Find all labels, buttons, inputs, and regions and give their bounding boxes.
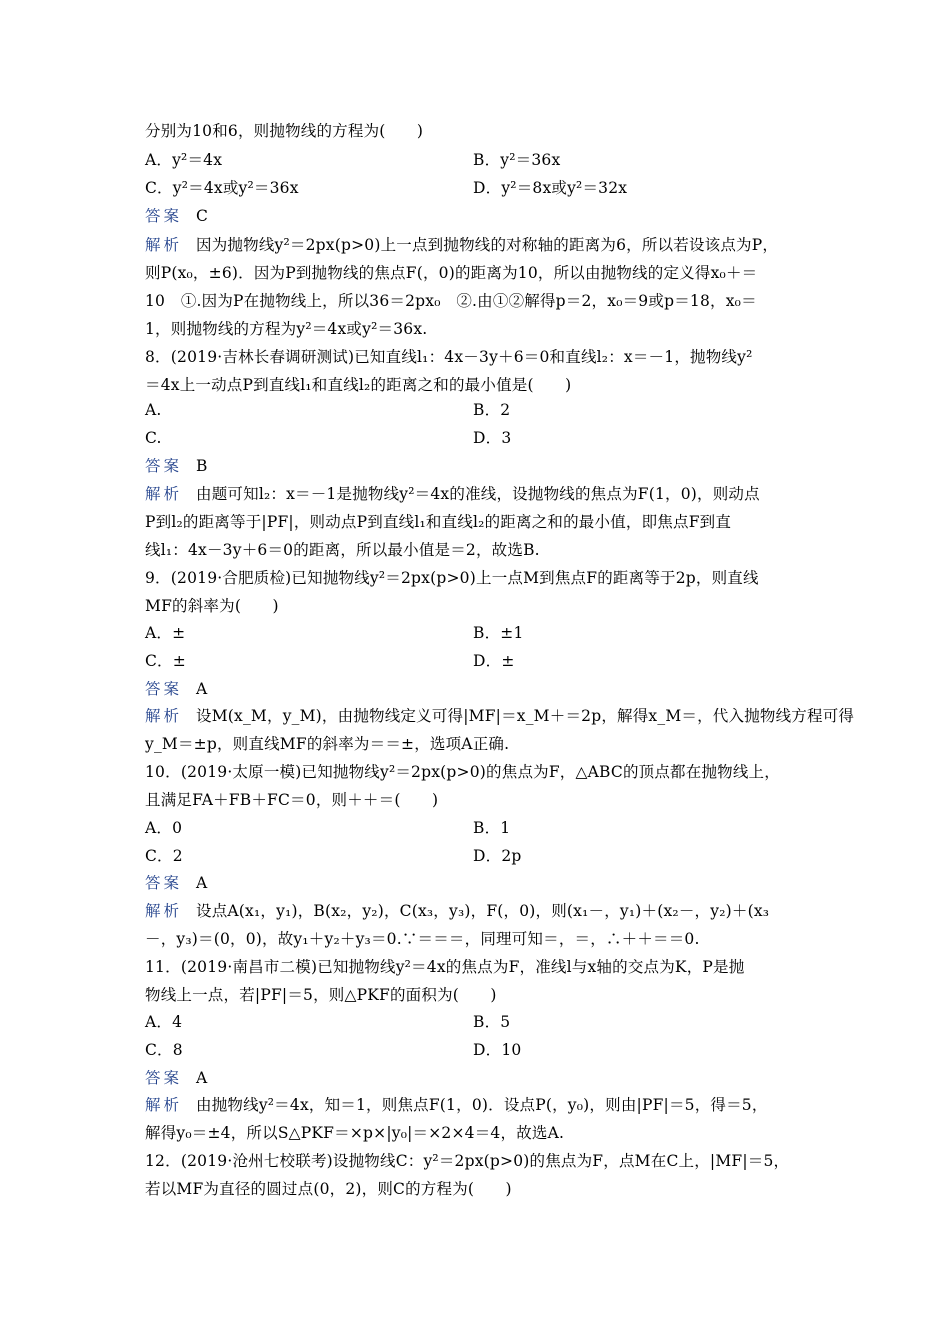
analysis-label: 解析 [145, 485, 183, 503]
answer-value: B [196, 457, 208, 475]
question-7-option-b: B．y²＝36x [473, 151, 561, 169]
analysis-text: 10 ①.因为P在抛物线上，所以36＝2px₀ ②.由①②解得p＝2，x₀＝9或p＝18，x₀＝ [145, 292, 757, 310]
question-10-option-a: A．0 [145, 819, 183, 837]
answer-value: A [196, 680, 208, 698]
analysis-text: P到l₂的距离等于|PF|，则动点P到直线l₁和直线l₂的距离之和的最小值，即焦点F到直 [145, 513, 732, 531]
question-9-option-a: A．± [145, 624, 186, 642]
answer-label: 答案 [145, 874, 183, 892]
question-10-option-d: D．2p [473, 847, 522, 865]
question-10-option-c: C．2 [145, 847, 183, 865]
analysis-text: 线l₁：4x－3y＋6＝0的距离，所以最小值是＝2，故选B. [145, 541, 540, 559]
analysis-text: 解得y₀＝±4，所以S△PKF＝×p×|y₀|＝×2×4＝4，故选A. [145, 1124, 565, 1142]
question-7-option-d: D．y²＝8x或y²＝32x [473, 179, 628, 197]
question-7-answer [145, 202, 208, 230]
question-8-stem: ＝4x上一动点P到直线l₁和直线l₂的距离之和的最小值是( ) [145, 376, 572, 394]
question-12-stem: 12．(2019·沧州七校联考)设抛物线C：y²＝2px(p>0)的焦点为F，点M在C上，|MF|＝5， [145, 1152, 790, 1170]
question-9-stem: 9．(2019·合肥质检)已知抛物线y²＝2px(p>0)上一点M到焦点F的距离等于2p，则直线 [145, 569, 759, 587]
question-8-stem: 8．(2019·吉林长春调研测试)已知直线l₁：4x－3y＋6＝0和直线l₂：x＝－1，抛物线y² [145, 348, 753, 366]
analysis-text: y_M＝±p，则直线MF的斜率为＝＝±，选项A正确. [145, 735, 510, 753]
analysis-label: 解析 [145, 1096, 183, 1114]
question-11-analysis [145, 1091, 768, 1119]
question-10-analysis [145, 897, 769, 925]
question-9-stem: MF的斜率为( ) [145, 597, 279, 615]
question-11-answer [145, 1064, 207, 1092]
answer-label: 答案 [145, 207, 183, 225]
question-8-analysis [145, 480, 760, 508]
analysis-text: 设M(x_M，y_M)，由抛物线定义可得|MF|＝x_M＋＝2p，解得x_M＝，代入抛物线方程可得 [196, 707, 855, 725]
question-8-answer [145, 452, 208, 480]
question-7-option-c: C．y²＝4x或y²＝36x [145, 179, 299, 197]
question-7-option-a: A．y²＝4x [145, 151, 223, 169]
answer-label: 答案 [145, 680, 183, 698]
question-11-option-d: D．10 [473, 1041, 522, 1059]
question-12-stem: 若以MF为直径的圆过点(0，2)，则C的方程为( ) [145, 1180, 512, 1198]
question-11-option-a: A．4 [145, 1013, 183, 1031]
question-11-stem: 11．(2019·南昌市二模)已知抛物线y²＝4x的焦点为F，准线l与x轴的交点为K，P是抛 [145, 958, 745, 976]
question-10-option-b: B．1 [473, 819, 511, 837]
analysis-text: 则P(x₀，±6)．因为P到抛物线的焦点F(，0)的距离为10，所以由抛物线的定义得x₀＋＝ [145, 264, 758, 282]
question-8-option-a: A. [145, 401, 162, 419]
question-10-stem: 10．(2019·太原一模)已知抛物线y²＝2px(p>0)的焦点为F，△ABC的顶点都在抛物线上， [145, 763, 780, 781]
question-9-option-c: C．± [145, 652, 186, 670]
analysis-text: 1，则抛物线的方程为y²＝4x或y²＝36x. [145, 320, 428, 338]
question-9-analysis [145, 702, 854, 730]
analysis-text: 因为抛物线y²＝2px(p>0)上一点到抛物线的对称轴的距离为6，所以若设该点为P， [196, 236, 779, 254]
analysis-label: 解析 [145, 707, 183, 725]
question-11-option-c: C．8 [145, 1041, 183, 1059]
question-7-analysis [145, 231, 778, 259]
analysis-label: 解析 [145, 902, 183, 920]
question-8-option-c: C. [145, 429, 162, 447]
analysis-text: －，y₃)＝(0，0)，故y₁＋y₂＋y₃＝0.∵＝＝＝，同理可知＝，＝，∴＋＋＝＝0. [145, 930, 700, 948]
question-9-option-b: B．±1 [473, 624, 524, 642]
analysis-label: 解析 [145, 236, 183, 254]
answer-label: 答案 [145, 1069, 183, 1087]
answer-value: C [196, 207, 209, 225]
question-10-answer [145, 869, 207, 897]
analysis-text: 设点A(x₁，y₁)，B(x₂，y₂)，C(x₃，y₃)，F(，0)，则(x₁－，y₁)＋(x₂－，y₂)＋(x₃ [196, 902, 770, 920]
answer-label: 答案 [145, 457, 183, 475]
question-11-option-b: B．5 [473, 1013, 511, 1031]
question-9-answer [145, 675, 207, 703]
question-8-option-b: B．2 [473, 401, 511, 419]
question-8-option-d: D．3 [473, 429, 512, 447]
question-7-stem: 分别为10和6，则抛物线的方程为( ) [145, 122, 424, 140]
analysis-text: 由题可知l₂：x＝－1是抛物线y²＝4x的准线，设抛物线的焦点为F(1，0)，则动点 [196, 485, 760, 503]
question-11-stem: 物线上一点，若|PF|＝5，则△PKF的面积为( ) [145, 986, 497, 1004]
answer-value: A [196, 1069, 208, 1087]
answer-value: A [196, 874, 208, 892]
question-10-stem: 且满足FA＋FB＋FC＝0，则＋＋＝( ) [145, 791, 439, 809]
question-9-option-d: D．± [473, 652, 515, 670]
analysis-text: 由抛物线y²＝4x，知＝1，则焦点F(1，0)．设点P(，y₀)，则由|PF|＝5，得＝5， [196, 1096, 768, 1114]
